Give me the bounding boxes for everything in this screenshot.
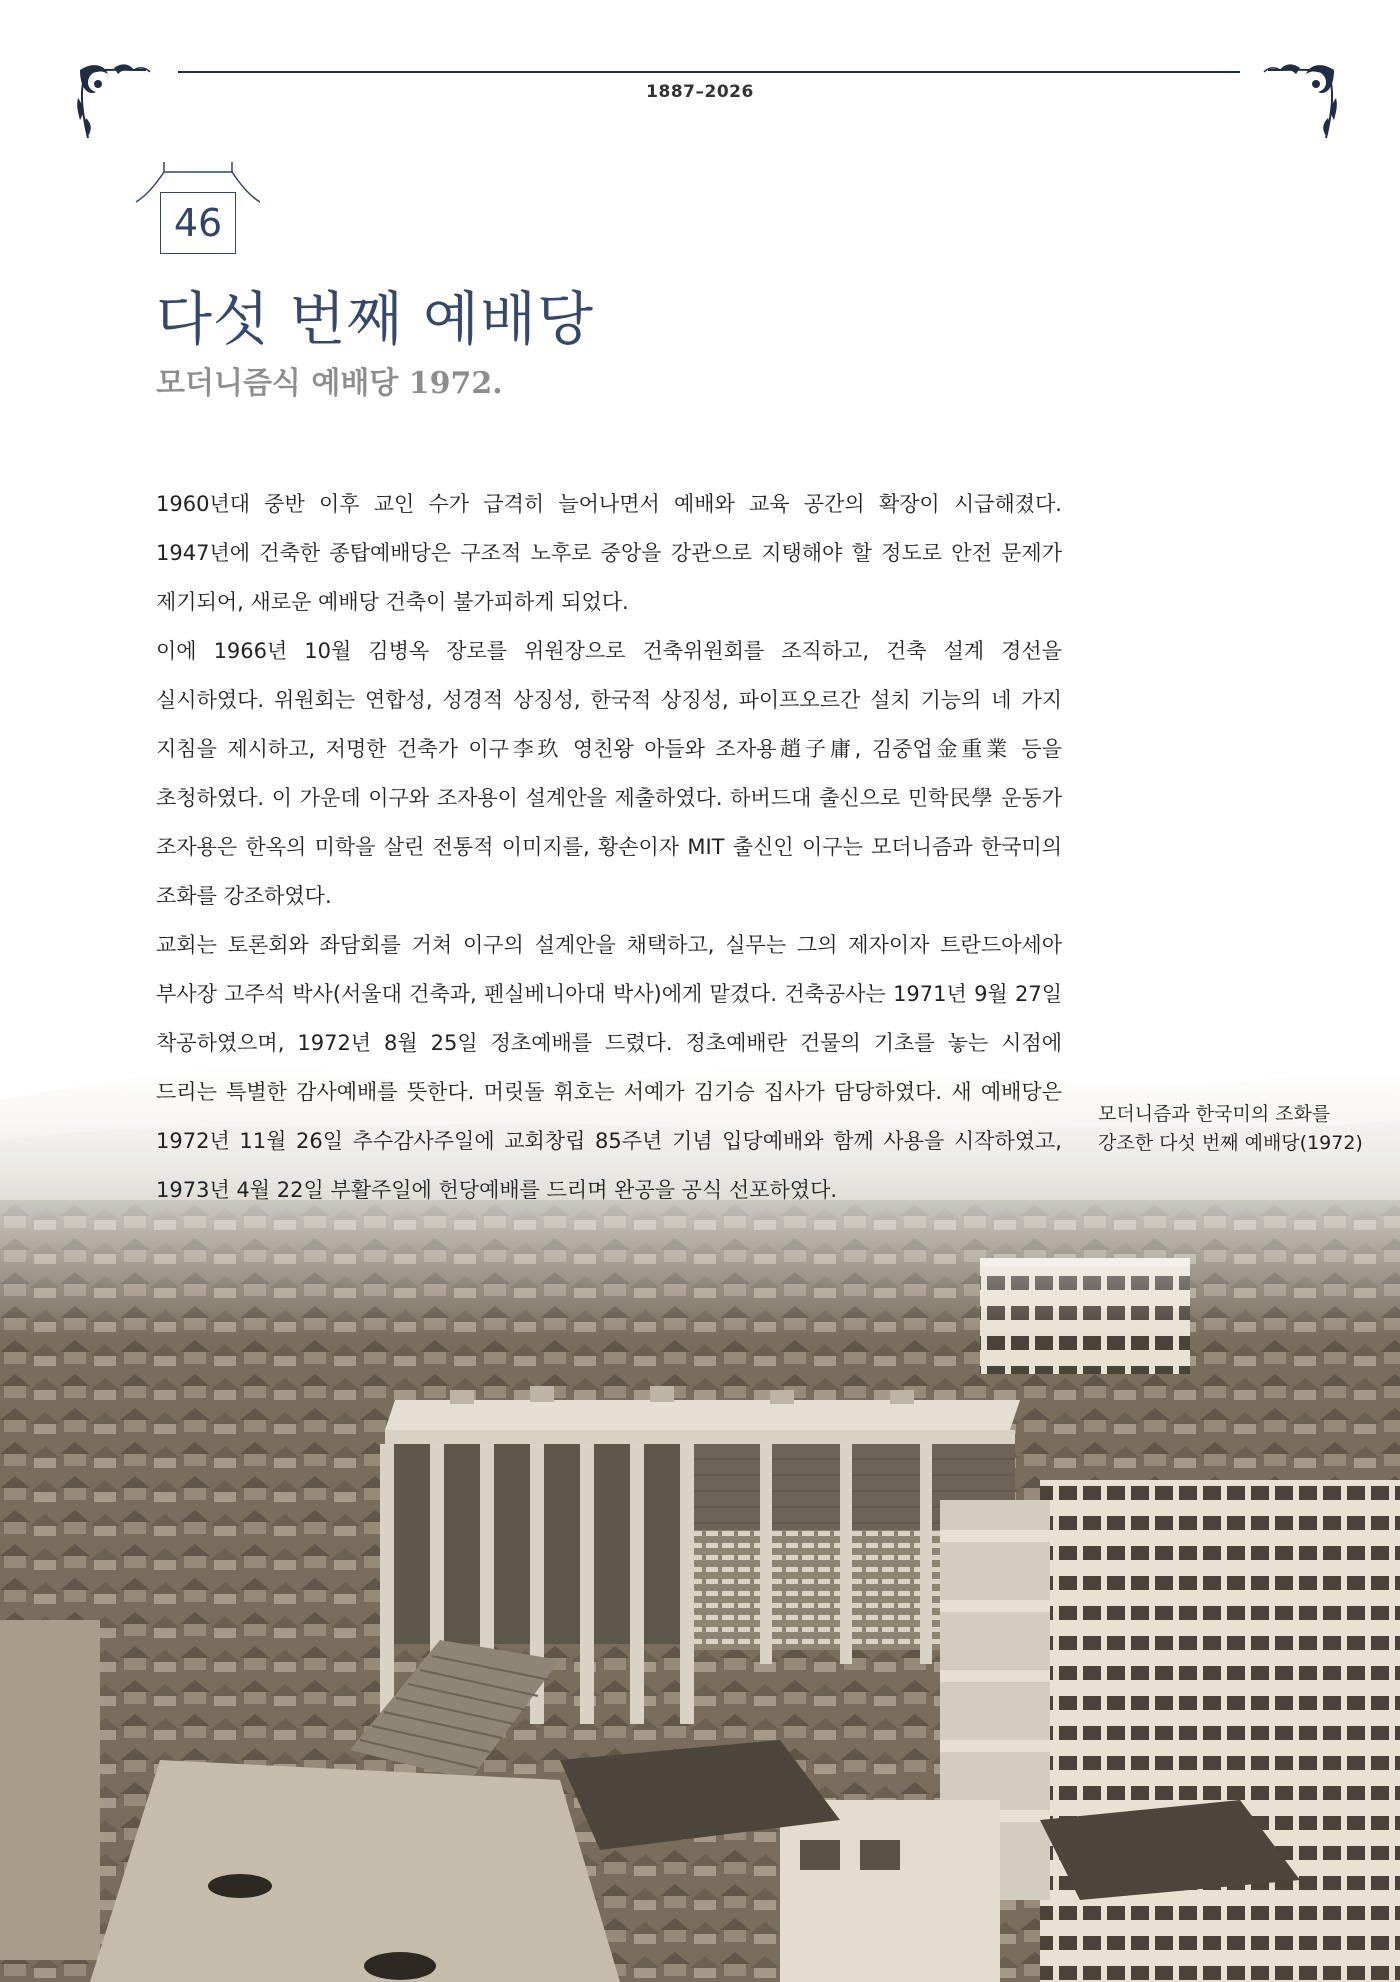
page-title: 다섯 번째 예배당 [156, 285, 595, 353]
body-text [156, 480, 1062, 1215]
page-subtitle: 모더니즘식 예배당 1972. [156, 366, 503, 401]
corner-ornament-right-icon [1240, 58, 1340, 158]
photo-caption [1098, 1100, 1363, 1158]
corner-ornament-left-icon [74, 58, 174, 158]
photo-caption-line-1: 모더니즘과 한국미의 조화를 [1098, 1103, 1331, 1125]
photo-caption-line-2: 강조한 다섯 번째 예배당(1972) [1098, 1132, 1363, 1154]
header-rule [178, 71, 1240, 73]
body-paragraph-2: 이에 1966년 10월 김병옥 장로를 위원장으로 건축위원회를 조직하고, 건축 설계 경선을 실시하였다. 위원회는 연합성, 성경적 상징성, 한국적 상징성, 파이프오르간 설치 기능의 네 가지 지침을 제시하고, 저명한 건축가 이구李玖 영친왕 아들와 조자용趙子庸, 김중업金重業 등을 초청하였다. 이 가운데 이구와 조자용이 설계안을 제출하였다. 하버드대 출신으로 민학民學 운동가 조자용은 한옥의 미학을 살린 전통적 이미지를, 황손이자 MIT 출신인 이구는 모더니즘과 한국미의 조화를 강조하였다. [156, 639, 1062, 908]
header-year-range: 1887–2026 [646, 82, 754, 102]
chapter-number-badge: 46 [160, 192, 236, 254]
body-paragraph-1: 1960년대 중반 이후 교인 수가 급격히 늘어나면서 예배와 교육 공간의 확장이 시급해졌다. 1947년에 건축한 종탑예배당은 구조적 노후로 중앙을 강관으로 지탱해야 할 정도로 안전 문제가 제기되어, 새로운 예배당 건축이 불가피하게 되었다. [156, 492, 1062, 614]
body-paragraph-3: 교회는 토론회와 좌담회를 거쳐 이구의 설계안을 채택하고, 실무는 그의 제자이자 트란드아세아 부사장 고주석 박사(서울대 건축과, 펜실베니아대 박사)에게 맡겼다. 건축공사는 1971년 9월 27일 착공하였으며, 1972년 8월 25일 정초예배를 드렸다. 정초예배란 건물의 기초를 놓는 시점에 드리는 특별한 감사예배를 뜻한다. 머릿돌 휘호는 서예가 김기승 집사가 담당하였다. 새 예배당은 1972년 11월 26일 추수감사주일에 교회창립 85주년 기념 입당예배와 함께 사용을 시작하였고, 1973년 4월 22일 부활주일에 헌당예배를 드리며 완공을 공식 선포하였다. [156, 933, 1062, 1202]
